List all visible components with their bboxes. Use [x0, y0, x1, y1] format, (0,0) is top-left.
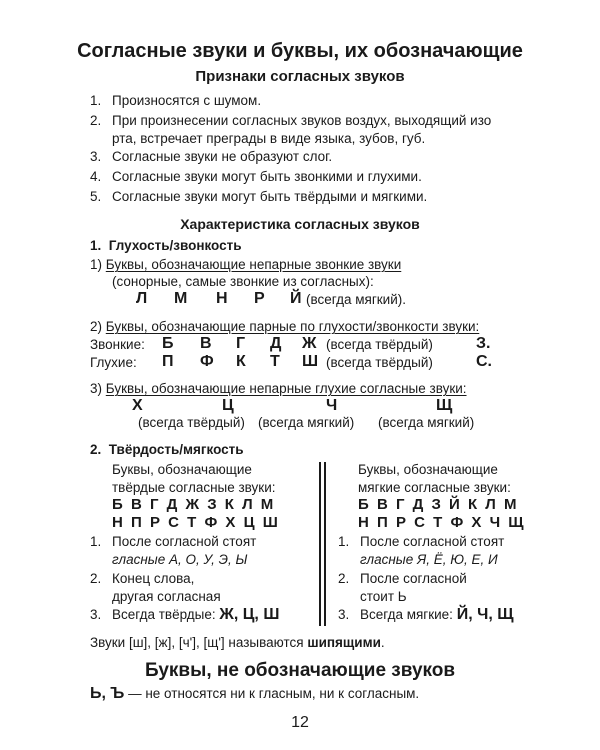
- hard-letters-row: Б В Г Д Ж З К Л М: [112, 496, 276, 513]
- sonorant-letter: М: [174, 290, 188, 307]
- list-item: 3. Согласные звуки не образуют слог.: [90, 149, 333, 164]
- list-item: 1. Произносятся с шумом.: [90, 93, 262, 108]
- sonorant-note: (сонорные, самые звонкие из согласных):: [112, 274, 374, 289]
- list-item: 2. После согласной стоит Ь: [338, 571, 467, 604]
- soft-letters-row: Б В Г Д З Й К Л М: [358, 496, 519, 513]
- hard-letters-row: Н П Р С Т Ф Х Ц Ш: [112, 514, 280, 531]
- nonsound-title: Буквы, не обозначающие звуков: [144, 660, 456, 681]
- voiceless-label: Глухие:: [90, 355, 137, 370]
- voiced-label: Звонкие:: [90, 337, 145, 352]
- sonorant-letter: Л: [136, 290, 148, 307]
- voiceless-letter: К: [236, 353, 246, 370]
- page-number: 12: [291, 714, 309, 731]
- soft-note: (всегда мягкий): [378, 415, 475, 430]
- column-divider: [324, 462, 326, 626]
- soft-note: (всегда мягкий).: [306, 292, 406, 307]
- hard-note: (всегда твёрдый): [326, 337, 433, 352]
- sonorant-letter: Н: [216, 290, 228, 307]
- list-item: 3. Всегда твёрдые: Ж, Ц, Ш: [90, 606, 280, 623]
- voiceless-letter: Ш: [302, 353, 319, 370]
- voiceless-letter: Т: [270, 353, 280, 370]
- voiced-extra: З.: [476, 335, 491, 352]
- hard-note: (всегда твёрдый): [326, 355, 433, 370]
- section-2-title: 2. Твёрдость/мягкость: [90, 442, 244, 457]
- voiceless-letter: П: [162, 353, 174, 370]
- signs-title: Признаки согласных звуков: [195, 68, 405, 85]
- column-divider: [319, 462, 321, 626]
- hard-column-heading: Буквы, обозначающие твёрдые согласные звуки:: [112, 462, 276, 495]
- list-item: 1. После согласной стоят гласные Я, Ё, Ю, Е, И: [338, 534, 505, 567]
- voiced-letter: В: [200, 335, 212, 352]
- voiced-letter: Б: [162, 335, 174, 352]
- page-title: Согласные звуки и буквы, их обозначающие: [77, 40, 523, 62]
- voiced-letter: Ж: [302, 335, 317, 352]
- list-item: 5. Согласные звуки могут быть твёрдыми и мягкими.: [90, 189, 428, 204]
- list-item: 4. Согласные звуки могут быть звонкими и глухими.: [90, 169, 422, 184]
- sonorant-letter: Р: [254, 290, 265, 307]
- voiceless-unpaired-letter: Ч: [326, 397, 338, 414]
- sonorant-letter: Й: [290, 290, 302, 307]
- voiceless-unpaired-letter: Щ: [436, 397, 453, 414]
- voiced-letter: Д: [270, 335, 282, 352]
- voiceless-extra: С.: [476, 353, 492, 370]
- soft-note: (всегда мягкий): [258, 415, 355, 430]
- voiceless-unpaired-para: 3) Буквы, обозначающие непарные глухие согласные звуки:: [90, 381, 467, 396]
- voiceless-unpaired-letter: Ц: [222, 397, 234, 414]
- soft-column-heading: Буквы, обозначающие мягкие согласные звуки:: [358, 462, 511, 495]
- voiced-letter: Г: [236, 335, 246, 352]
- soft-letters-row: Н П Р С Т Ф Х Ч Щ: [358, 514, 526, 531]
- nonsound-note: Ь, Ъ — не относятся ни к гласным, ни к согласным.: [90, 685, 420, 702]
- list-item: 2. Конец слова, другая согласная: [90, 571, 221, 604]
- characteristics-title: Характеристика согласных звуков: [180, 216, 420, 232]
- voiceless-unpaired-letter: Х: [132, 397, 143, 414]
- hard-note: (всегда твёрдый): [138, 415, 245, 430]
- voiced-unpaired-para: 1) Буквы, обозначающие непарные звонкие звуки: [90, 257, 402, 272]
- list-item: 1. После согласной стоят гласные А, О, У, Э, Ы: [90, 534, 257, 567]
- hissing-note: Звуки [ш], [ж], [ч'], [щ'] называются шипящими.: [90, 635, 385, 650]
- section-1-title: 1. Глухость/звонкость: [90, 238, 242, 253]
- paired-para: 2) Буквы, обозначающие парные по глухости/звонкости звуки:: [90, 319, 480, 334]
- voiceless-letter: Ф: [200, 353, 214, 370]
- signs-list: [90, 92, 261, 110]
- list-item: 2. При произнесении согласных звуков воздух, выходящий изо рта, встречает преграды в виде языка, зубов, губ.: [90, 113, 492, 146]
- list-item: 3. Всегда мягкие: Й, Ч, Щ: [338, 606, 514, 623]
